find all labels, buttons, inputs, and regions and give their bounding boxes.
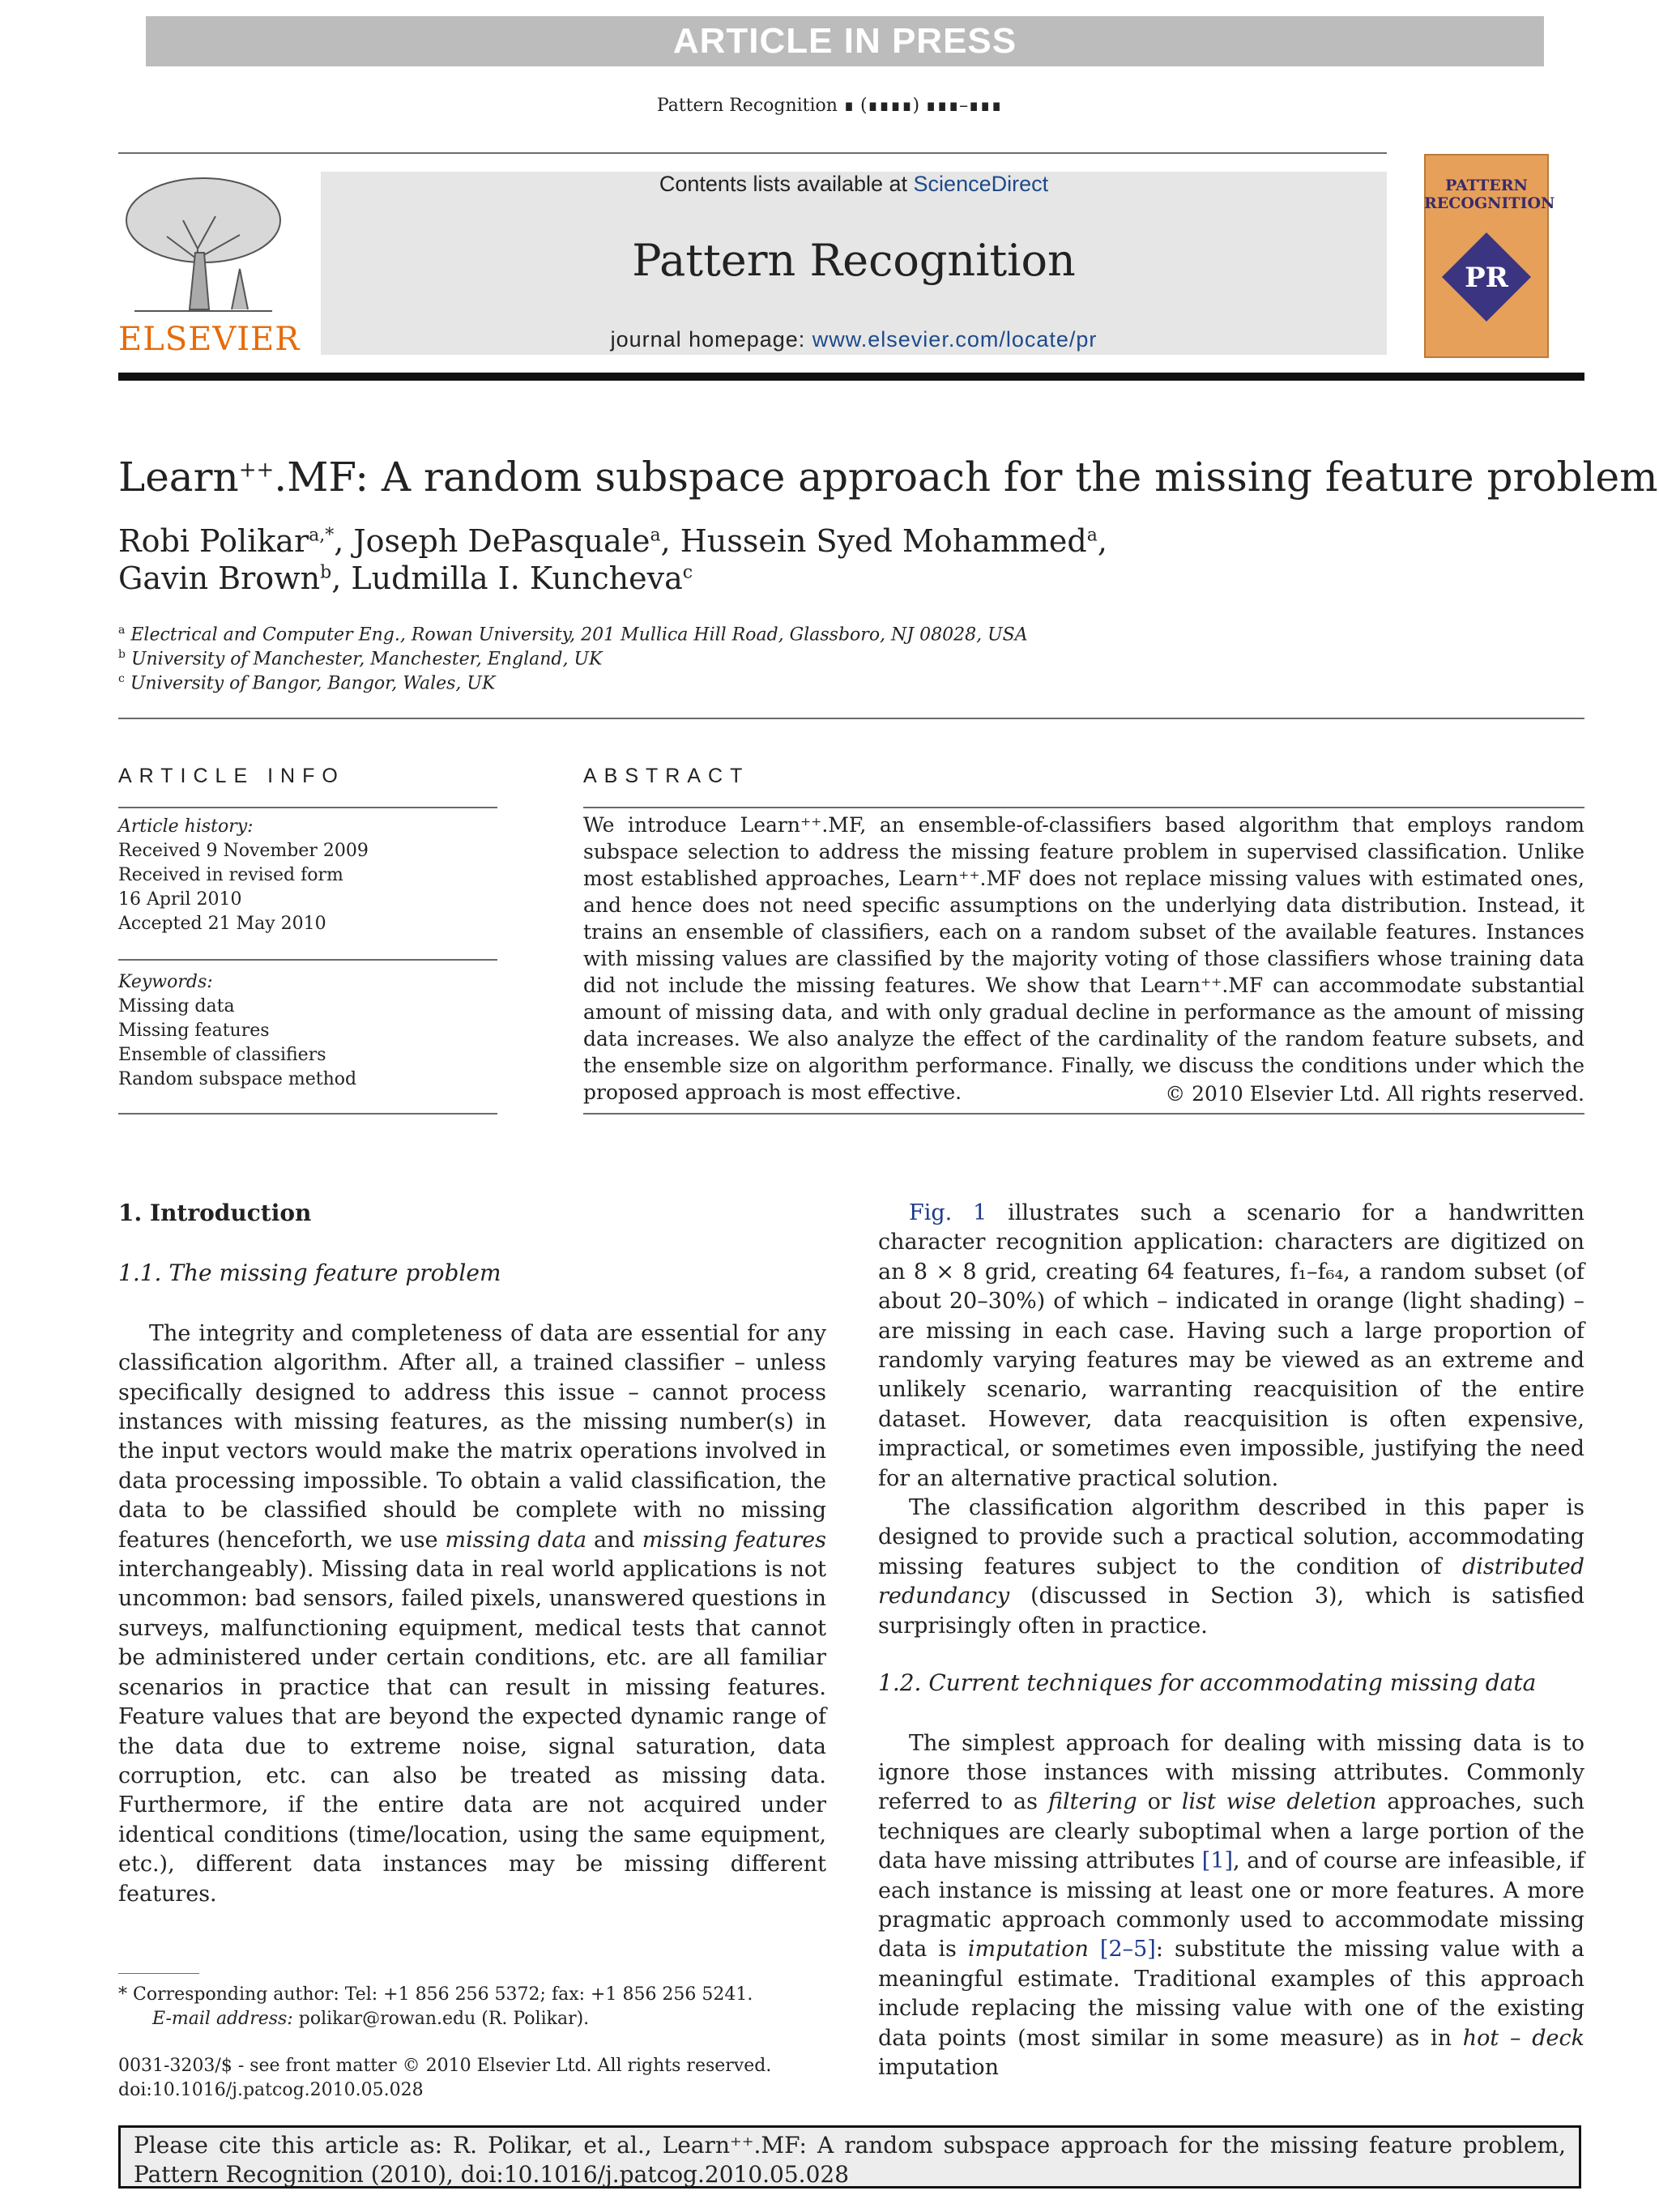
affiliation-c: $^c$ University of Bangor, Bangor, Wales, UK — [118, 672, 496, 694]
keyword: Ensemble of classifiers — [118, 1045, 326, 1065]
sciencedirect-link[interactable]: ScienceDirect — [913, 172, 1049, 196]
history-item: Accepted 21 May 2010 — [118, 914, 326, 934]
cover-title: PATTERN RECOGNITION — [1424, 177, 1555, 212]
corresponding-author-footnote — [118, 1983, 753, 2031]
email-address[interactable]: polikar@rowan.edu (R. Polikar). — [292, 2009, 590, 2029]
body-right-column — [878, 1199, 1584, 2082]
keyword: Missing features — [118, 1021, 270, 1041]
citation-box: Please cite this article as: R. Polikar, et al., Learn⁺⁺.MF: A random subspace approach for the missing feature problem, Pattern Recognition (2010), doi:10.1016/j.patcog.2010.05.028 — [118, 2125, 1581, 2189]
author-name[interactable]: Joseph DePasquale — [353, 523, 650, 559]
article-in-press-banner: ARTICLE IN PRESS — [146, 16, 1544, 66]
info-rule-mid — [118, 959, 497, 961]
history-label: Article history: — [118, 816, 254, 837]
top-rule — [118, 152, 1387, 154]
footnote-line: * Corresponding author: Tel: +1 856 256 5372; fax: +1 856 256 5241. — [118, 1984, 753, 2005]
paragraph: Fig. 1 illustrates such a scenario for a handwritten character recognition application: characters are digitized on an 8 × 8 grid, creating 64 features, f₁–f₆₄, a random subset (of about 20–30%) of which – indicated in orange (light shading) – are missing in each case. Having such a large proportion of randomly varying features may be viewed as an extreme and unlikely scenario, warranting reacquisition of the entire dataset. However, data reacquisition is often expensive, impractical, or sometimes even impossible, justifying the need for an alternative practical solution. — [878, 1200, 1584, 1491]
abstract-rule-bottom — [583, 1113, 1584, 1115]
header-divider — [118, 718, 1584, 719]
issn-line: 0031-3203/$ - see front matter © 2010 Elsevier Ltd. All rights reserved. — [118, 2056, 772, 2076]
front-matter — [118, 2054, 771, 2103]
author-name[interactable]: Gavin Brown — [118, 560, 321, 596]
contents-prefix: Contents lists available at — [659, 172, 914, 196]
abstract-copyright: © 2010 Elsevier Ltd. All rights reserved. — [1165, 1082, 1584, 1106]
reference-link[interactable]: [2–5] — [1099, 1937, 1156, 1963]
author-name[interactable]: Robi Polikar — [118, 523, 309, 559]
email-label: E-mail address: — [152, 2009, 293, 2029]
paragraph: The classification algorithm described in this paper is designed to provide such a practical solution, accommodating missing features subject to the condition of distributed redundancy (discussed in Section 3), which is satisfied surprisingly often in practice. — [878, 1495, 1584, 1639]
history-item: Received 9 November 2009 — [118, 841, 369, 861]
doi-line[interactable]: doi:10.1016/j.patcog.2010.05.028 — [118, 2080, 424, 2100]
paragraph: The integrity and completeness of data are essential for any classification algorithm. After all, a trained classifier – unless specifically designed to address this issue – cannot process instances with missing features, as the missing number(s) in the input vectors would make the matrix operations involved in data processing impossible. To obtain a valid classification, the data to be classified should be complete with no missing features (henceforth, we use missing data and missing features interchangeably). Missing data in real world applications is not uncommon: bad sensors, failed pixels, unanswered questions in surveys, malfunctioning equipment, medical tests that cannot be administered under certain conditions, etc. are all familiar scenarios in practice that can result in missing features. Feature values that are beyond the expected dynamic range of the data due to extreme noise, signal saturation, data corruption, etc. can also be treated as missing data. Furthermore, if the entire data are not acquired under identical conditions (time/location, using the same equipment, etc.), different data instances may be missing different features. — [118, 1320, 827, 1907]
abstract-text: We introduce Learn⁺⁺.MF, an ensemble-of-classifiers based algorithm that employs random subspace selection to address the missing feature problem in supervised classification. Unlike most established approaches, Learn⁺⁺.MF does not replace missing values with estimated ones, and hence does not need specific assumptions on the underlying data distribution. Instead, it trains an ensemble of classifiers, each on a random subset of the available features. Instances with missing values are classified by the majority voting of those classifiers whose training data did not include the missing features. We show that Learn⁺⁺.MF can accommodate substantial amount of missing data, and with only gradual decline in performance as the amount of missing data increases. We also analyze the effect of the cardinality of the random feature subsets, and the ensemble size on algorithm performance. Finally, we discuss the conditions under which the proposed approach is most effective. — [583, 813, 1584, 1104]
paragraph: The simplest approach for dealing with missing data is to ignore those instances with missing attributes. Commonly referred to as filtering or list wise deletion approaches, such techniques are clearly suboptimal when a large portion of the data have missing attributes [1], and of course are infeasible, if each instance is missing at least one or more features. A more pragmatic approach commonly used to accommodate missing data is imputation [2–5]: substitute the missing value with a meaningful estimate. Traditional examples of this approach include replacing the missing value with one of the existing data points (most similar in some measure) as in hot – deck imputation — [878, 1730, 1585, 2080]
affiliation-a: $^a$ Electrical and Computer Eng., Rowan University, 201 Mullica Hill Road, Glassboro, NJ 08028, USA — [118, 624, 1028, 646]
keyword: Random subspace method — [118, 1069, 357, 1089]
keyword: Missing data — [118, 996, 235, 1016]
svg-text:PR: PR — [1465, 262, 1508, 294]
affiliation-b: $^b$ University of Manchester, Manchester, England, UK — [118, 648, 603, 670]
author-name[interactable]: Hussein Syed Mohammed — [680, 523, 1087, 559]
author-name[interactable]: Ludmilla I. Kuncheva — [351, 560, 683, 596]
info-rule-top — [118, 807, 497, 808]
history-item: Received in revised form — [118, 865, 343, 885]
contents-availability — [321, 172, 1387, 197]
article-title: Learn++.MF: A random subspace approach for the missing feature problem — [118, 454, 1658, 501]
body-left-column — [118, 1199, 826, 1909]
journal-name: Pattern Recognition — [632, 235, 1076, 286]
history-item: 16 April 2010 — [118, 889, 242, 910]
journal-homepage — [321, 327, 1387, 352]
article-info-heading: ARTICLE INFO — [118, 765, 345, 787]
masthead-rule — [118, 373, 1584, 381]
homepage-link[interactable]: www.elsevier.com/locate/pr — [812, 327, 1098, 352]
reference-link[interactable]: [1] — [1201, 1848, 1234, 1874]
subsection-heading: 1.2. Current techniques for accommodating missing data — [878, 1669, 1537, 1697]
elsevier-wordmark: ELSEVIER — [118, 321, 301, 358]
section-heading: 1. Introduction — [118, 1200, 312, 1226]
article-history — [118, 815, 369, 936]
homepage-prefix: journal homepage: — [610, 327, 812, 352]
subsection-heading: 1.1. The missing feature problem — [118, 1259, 501, 1287]
authors-line-1: Robi Polikar$^{a,*}$, Joseph DePasquale$^a$, Hussein Syed Mohammed$^a$, — [118, 523, 1107, 559]
figure-link[interactable]: Fig. 1 — [909, 1200, 987, 1225]
info-rule-bottom — [118, 1113, 497, 1115]
abstract-heading: ABSTRACT — [583, 765, 750, 787]
keywords — [118, 970, 356, 1092]
authors-line-2: Gavin Brown$^b$, Ludmilla I. Kuncheva$^c$ — [118, 560, 693, 596]
footnote-rule — [118, 1973, 199, 1974]
running-head: Pattern Recognition ∎ (∎∎∎∎) ∎∎∎–∎∎∎ — [656, 96, 1003, 116]
keywords-label: Keywords: — [118, 972, 213, 992]
abstract-rule-top — [583, 807, 1584, 808]
